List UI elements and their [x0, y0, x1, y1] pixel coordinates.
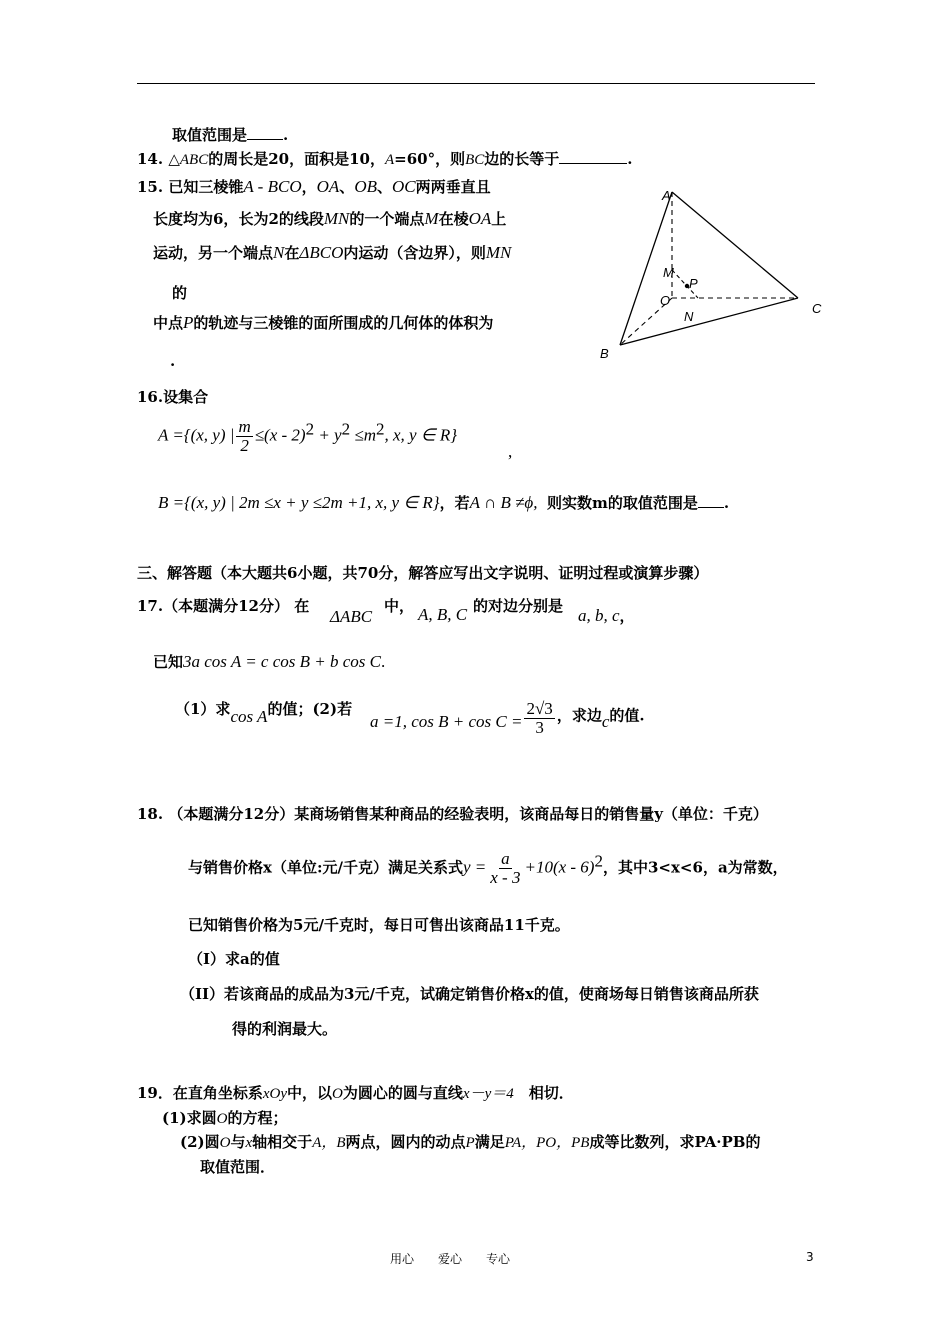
- q17-triangle: ΔABC: [330, 607, 373, 626]
- label-p: P: [689, 276, 698, 291]
- q17-angles: A, B, C: [418, 605, 468, 624]
- question-17-known: 已知3a cos A = c cos B + b cos C.: [153, 652, 386, 671]
- set-a-comma: ,: [508, 442, 513, 461]
- question-17-condition: a =1, cos B + cos C = $\frac{2√3}{3}$ ，求边c的值.: [370, 699, 645, 737]
- q17-sides: a, b, c，: [578, 606, 635, 625]
- question-19-part2-cont: 取值范围．: [200, 1158, 276, 1176]
- question-19-part1: (1)求圆O的方程；: [162, 1109, 288, 1127]
- question-14: 14. △ABC的周长是20，面积是10，A=60°，则BC边的长等于 .: [137, 150, 633, 168]
- q17-mid2: 的对边分别是: [473, 597, 564, 615]
- section-3-heading: 三、解答题（本大题共6小题，共70分，解答应写出文字说明、证明过程或演算步骤）: [137, 564, 709, 582]
- question-18-part2-cont: 得的利润最大。: [232, 1020, 338, 1038]
- label-n: N: [684, 309, 694, 324]
- question-15-line2: 长度均为6，长为2的线段MN的一个端点M在棱OA上: [153, 209, 507, 228]
- question-19-line1: 19．在直角坐标系xOy中，以O为圆心的圆与直线x－y＝4 相切．: [137, 1084, 574, 1102]
- question-19-part2: (2)圆O与x轴相交于A，B两点，圆内的动点P满足PA，PO，PB成等比数列，求PA·PB的: [180, 1133, 761, 1151]
- footer-slogan: 用心 爱心 专心: [390, 1252, 511, 1266]
- label-b: B: [600, 346, 609, 361]
- question-18-line3: 已知销售价格为5元/千克时，每日可售出该商品11千克。: [188, 916, 570, 934]
- question-16-title: 16.设集合: [137, 388, 209, 406]
- question-15-line6: .: [170, 352, 176, 370]
- label-a: A: [662, 188, 671, 203]
- question-15-line3: 运动，另一个端点N在ΔBCO内运动（含边界），则MN: [153, 243, 512, 262]
- pyramid-diagram: [590, 180, 830, 365]
- header-rule: [137, 83, 815, 84]
- label-m: M: [663, 265, 674, 280]
- question-18-line1: 18. （本题满分12分）某商场销售某种商品的经验表明，该商品每日的销售量y（单位：千克）: [137, 805, 768, 823]
- question-15-line4: 的: [172, 284, 188, 302]
- set-a-definition: A ={(x, y) | $\frac{m}{2}$ $\le(x - 2)^2 + y^2 \le m^2$, x, y ∈ R}: [158, 417, 458, 455]
- question-17-line1: 17.（本题满分12分） 在: [137, 597, 310, 615]
- question-17-parts: （1）求cos A的值；(2)若: [175, 700, 353, 726]
- q17-mid: 中，: [384, 597, 415, 615]
- question-15-line1: 15. 已知三棱锥A - BCO，OA、OB、OC两两垂直且: [137, 177, 491, 196]
- question-18-part1: （I）求a的值: [188, 950, 280, 968]
- set-b-definition: B ={(x, y) | 2m ≤x + y ≤2m +1, x, y ∈ R}，若A ∩ B ≠ϕ, 则实数m的取值范围是 .: [158, 493, 730, 512]
- label-c: C: [812, 301, 822, 316]
- question-15-line5: 中点P的轨迹与三棱锥的面所围成的几何体的体积为: [153, 313, 494, 332]
- question-18-part2: （II）若该商品的成品为3元/千克，试确定销售价格x的值，使商场每日销售该商品所获: [180, 985, 759, 1003]
- q13-tail: 取值范围是 .: [172, 126, 289, 144]
- question-18-line2: 与销售价格x（单位:元/千克）满足关系式y = $\frac{a}{x - 3}$ +10(x - 6)$^2$，其中3<x<6，a为常数，: [188, 849, 788, 887]
- page-number: 3: [806, 1250, 814, 1264]
- label-o: O: [660, 293, 671, 308]
